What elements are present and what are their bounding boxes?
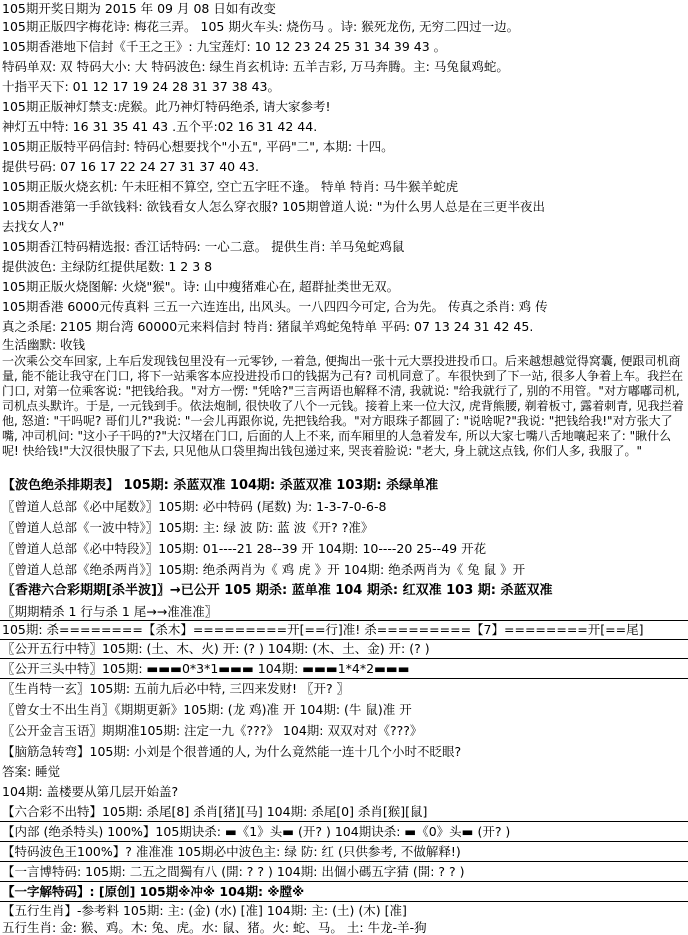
text-line-12: 去找女人?" <box>2 219 65 234</box>
section-line-19: 【特码波色王100%】? 准准准 105期必中波色主: 绿 防: 红 (只供参考, 不做解释!) <box>2 844 461 859</box>
text-line-4: 特码单双: 双 特码大小: 大 特码波色: 绿生肖玄机诗: 五羊吉彩, 万马奔腾。主: 马兔鼠鸡蛇。 <box>2 59 509 74</box>
text-line-2: 105期正版四字梅花诗: 梅花三弄。 105 期火车头: 烧伤马 。诗: 猴死龙伤, 无穷二四过一边。 <box>2 19 520 34</box>
text-line-11: 105期香港第一手欲钱料: 欲钱看女人怎么穿衣服? 105期曾道人说: "为什么男人总是在三更半夜出 <box>2 199 545 214</box>
section-line-6: 〖香港六合彩期期[杀半波]〗→已公开 105 期杀: 蓝单准 104 期杀: 红双准 103 期: 杀蓝双准 <box>2 583 553 598</box>
humor-story-text: 一次乘公交车回家, 上车后发现钱包里没有一元零钞, 一着急, 便掏出一张十元大票投进投币口。后来越想越觉得窝囊, 便跟司机商量, 能不能让我守在门口, 将下一站乘客本应投进投币口的钱据为己有? 司机同意了。车很快到了下一站, 很多人争着上车。我拦在门口, 对第一位乘客说: "把钱给我。"对方一愣: "凭啥?"三言两语也解释不清, 我就说: "给我就行了, 别的不用管。"对方嘟嘟司机, 司机点头默许。于是, 一元钱到手。依法炮制, 很快收了八个一元钱。接着上来一位大汉, 虎背熊腰, 剃着板寸, 露着刺青, 见我拦着他, 怒道: "干吗呢? 哥们儿?"我说: "一会儿再跟你说, 先把钱给我。"对方眼珠子都圆了: "说啥呢?"我说: "把钱给我!"对方张大了嘴, 冲司机问: "这小子干吗的?"大汉堵在门口, 后面的人上不来, 而车厢里的人急着发车, 所以大家七嘴八舌地嚷起来了: "瞅什么呢! 快给钱!"大汉很快服了下去, 只见他从口袋里掏出钱包递过来, 哭丧着脸说: "老大, 身上就这点钱, 你们人多, 我服了。" <box>2 354 684 458</box>
divider-4 <box>0 678 688 679</box>
divider-9 <box>0 901 688 902</box>
section-line-18: 【内部 (绝杀特头) 100%】105期诀杀: ▬《1》头▬ (开? ) 104期诀杀: ▬《0》头▬ (开? ) <box>2 824 511 839</box>
section-line-1: 【波色绝杀排期表】 105期: 杀蓝双准 104期: 杀蓝双准 103期: 杀绿单准 <box>2 478 439 493</box>
divider-6 <box>0 841 688 842</box>
section-line-8: 105期: 杀========【杀木】=========开[==行]准! 杀=========【7】========开[==尾] <box>2 622 644 637</box>
section-line-14: 【脑筋急转弯】105期: 小刘是个很普通的人, 为什么竟然能一连十几个小时不眨眼? <box>2 744 462 759</box>
text-line-16: 105期香港 6000元传真料 三五一六连连出, 出风头。一八四四今可定, 合为先。 传真之杀肖: 鸡 传 <box>2 299 548 314</box>
section-line-2: 〖曾道人总部《必中尾数》〗105期: 必中特码 (尾数) 为: 1-3-7-0-6-8 <box>2 499 387 514</box>
section-line-21: 【一字解特码】: [原创] 105期※冲※ 104期: ※膛※ <box>2 884 305 899</box>
section-line-13: 〖公开金言玉语〗期期准105期: 注定一九《???》 104期: 双双对对《???》 <box>2 723 423 738</box>
divider-2 <box>0 639 688 640</box>
section-line-17: 【六合彩不出特】105期: 杀尾[8] 杀肖[猪][马] 104期: 杀尾[0] 杀肖[猴][鼠] <box>2 804 428 819</box>
text-line-3: 105期香港地下信封《千王之王》: 九宝莲灯: 10 12 23 24 25 31 34 39 43 。 <box>2 39 447 54</box>
humor-story <box>2 354 686 475</box>
section-line-12: 〖曾女士不出生肖〗《期期更新》105期: (龙 鸡)准 开 104期: (牛 鼠)准 开 <box>2 702 412 717</box>
text-line-13: 105期香江特码精选报: 香江话特码: 一心二意。 提供生肖: 羊马兔蛇鸡鼠 <box>2 239 405 254</box>
text-line-8: 105期正版特平码信封: 特码心想要找个"小五", 平码"二", 本期: 十四。 <box>2 139 394 154</box>
text-line-1: 105期开奖日期为 2015 年 09 月 08 日如有改变 <box>2 1 276 16</box>
text-line-17: 真之杀尾: 2105 期台湾 60000元来料信封 特肖: 猪鼠羊鸡蛇兔特单 平码: 07 13 24 31 42 45. <box>2 319 534 334</box>
divider-3 <box>0 658 688 659</box>
divider-1 <box>0 620 688 621</box>
section-line-11: 〖生肖特一玄〗105期: 五前九后必中特, 三四来发财! 〖开? 〗 <box>2 681 350 696</box>
section-line-15: 答案: 睡觉 <box>2 764 61 779</box>
divider-8 <box>0 881 688 882</box>
text-line-10: 105期正版火烧玄机: 午未旺相不算空, 空亡五字旺不逢。 特单 特肖: 马牛猴羊蛇虎 <box>2 179 459 194</box>
section-line-10: 〖公开三头中特〗105期: ▬▬▬0*3*1▬▬▬ 104期: ▬▬▬1*4*2▬▬▬ <box>2 661 410 676</box>
section-line-23: 五行生肖: 金: 猴、鸡。木: 兔、虎。水: 鼠、猪。火: 蛇、马。 土: 牛龙-羊-狗 <box>2 920 427 935</box>
section-line-16: 104期: 盖楼要从第几层开始盖? <box>2 784 179 799</box>
section-line-20: 【一言博特码: 105期: 二五之間獨有八 (開: ? ? ) 104期: 出個小碼五字猜 (開: ? ? ) <box>2 864 465 879</box>
section-line-5: 〖曾道人总部《绝杀两肖》〗105期: 绝杀两肖为《 鸡 虎 》开 104期: 绝杀两肖为《 兔 鼠 》开 <box>2 562 526 577</box>
divider-7 <box>0 861 688 862</box>
text-line-18: 生活幽默: 收钱 <box>2 337 86 352</box>
section-line-7: 〖期期精杀 1 行与杀 1 尾→→准准准〗 <box>2 604 218 619</box>
section-line-22: 【五行生肖】-参考料 105期: 主: (金) (水) [准] 104期: 主: (土) (木) [准] <box>2 903 407 918</box>
section-line-9: 〖公开五行中特〗105期: (土、木、火) 开: (? ) 104期: (木、土、金) 开: (? ) <box>2 641 430 656</box>
text-line-5: 十指平天下: 01 12 17 19 24 28 31 37 38 43。 <box>2 79 281 94</box>
divider-5 <box>0 821 688 822</box>
text-line-15: 105期正版火烧图解: 火烧"猴"。诗: 山中瘦猪难心在, 超群扯类世无双。 <box>2 279 400 294</box>
text-line-6: 105期正版神灯禁支:虎猴。此乃神灯特码绝杀, 请大家参考! <box>2 99 331 114</box>
text-line-9: 提供号码: 07 16 17 22 24 27 31 37 40 43. <box>2 159 259 174</box>
text-line-7: 神灯五中特: 16 31 35 41 43 .五个平:02 16 31 42 44. <box>2 119 318 134</box>
section-line-4: 〖曾道人总部《必中特段》〗105期: 01----21 28--39 开 104期: 10----20 25--49 开花 <box>2 541 487 556</box>
text-line-14: 提供波色: 主绿防红提供尾数: 1 2 3 8 <box>2 259 213 274</box>
section-line-3: 〖曾道人总部《一波中特》〗105期: 主: 绿 波 防: 蓝 波《开? ?准》 <box>2 520 374 535</box>
